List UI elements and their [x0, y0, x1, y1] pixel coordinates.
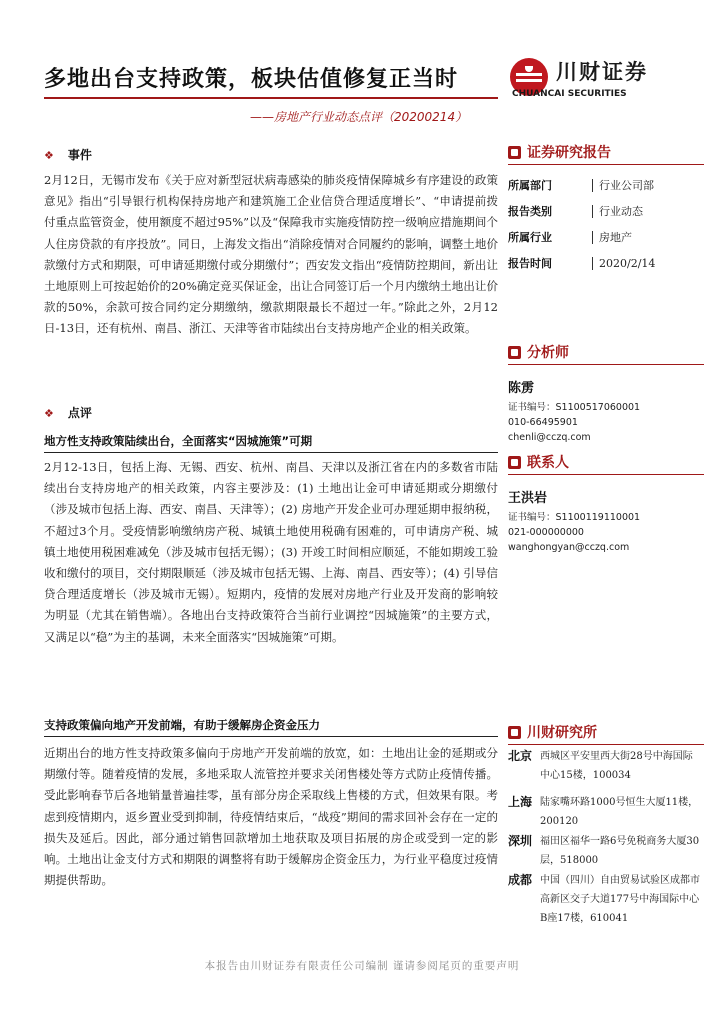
square-bullet-icon [508, 346, 521, 359]
company-logo [510, 58, 700, 104]
event-paragraph: 2月12日，无锡市发布《关于应对新型冠状病毒感染的肺炎疫情保障城乡有序建设的政策意见》指出“引导银行机构保持房地产和建筑施工企业信贷合理适度增长”、“申请提前拨付重点监管资金，使用额度不超过95%”以及“保障我市实施疫情防控一级响应措施期间个人住房贷款的有序投放”。同日，上海发文指出“消除疫情对合同履约的影响，调整土地价款缴付方式和期限，可申请延期缴付或分期缴付”；西安发文指出“疫情防控期间，新出让土地原则上可按起始价的20%确定竞买保证金，出让合同签订后一个月内缴纳土地出让价款的50%，余款可按合同约定分期缴纳，缴款期限最长不超过一年。”除此之外，2月12日-13日，还有杭州、南昌、浙江、天津等省市陆续出台支持房地产企业的相关政策。 [44, 173, 498, 336]
square-bullet-icon [508, 146, 521, 159]
contact-cert: 证书编号：S1100119110001 [508, 512, 641, 523]
comment-heading: ❖ 点评 [44, 406, 92, 420]
office-city: 上海 [508, 795, 533, 809]
office-address: 陆家嘴环路1000号恒生大厦11楼，200120 [540, 797, 699, 827]
analyst-block [508, 342, 704, 445]
institute-heading: 川财研究所 [508, 722, 704, 745]
contact-name: 王洪岩 [508, 491, 548, 506]
analyst-email[interactable]: chenli@cczq.com [508, 432, 591, 443]
institute-block [508, 722, 704, 957]
report-heading: 证券研究报告 [508, 142, 704, 165]
report-info [508, 142, 704, 277]
analyst-heading: 分析师 [508, 342, 704, 365]
analyst-cert: 证书编号：S1100517060001 [508, 402, 641, 413]
office-city: 成都 [508, 873, 533, 887]
subsection-1 [44, 430, 498, 648]
meta-row: 所属部门 行业公司部 [508, 179, 654, 192]
office-address: 中国（四川）自由贸易试验区成都市高新区交子大道177号中海国际中心B座17楼，610041 [540, 875, 700, 924]
meta-row: 报告类别 行业动态 [508, 205, 643, 218]
contact-email[interactable]: wanghongyan@cczq.com [508, 542, 630, 553]
contact-block [508, 452, 704, 555]
meta-row: 所属行业 房地产 [508, 231, 632, 244]
analyst-phone: 010-66495901 [508, 417, 578, 428]
logo-name-en: CHUANCAI SECURITIES [512, 89, 627, 99]
diamond-bullet-icon: ❖ [44, 407, 54, 420]
subsection-1-paragraph: 2月12-13日，包括上海、无锡、西安、杭州、南昌、天津以及浙江省在内的多数省市陆续出台支持房地产的相关政策，内容主要涉及：(1) 土地出让金可申请延期或分期缴付（涉及城市包括上海、西安、南昌、天津等）；(2) 房地产开发企业可办理延期申报纳税，不超过3个月。受疫情影响缴纳房产税、城镇土地使用税确有困难的，可申请房产税、城镇土地使用税困难减免（涉及城市包括无锡）；(3) 开竣工时间相应顺延，不能如期竣工验收和缴付的项目，交付期限顺延（涉及城市包括无锡、上海、南昌、西安等）；(4) 引导信贷合理适度增长（涉及城市无锡）。短期内，疫情的发展对房地产行业及开发商的影响较为明显（尤其在销售端）。各地出台支持政策符合当前行业调控“因城施策”的主要方式，又满足以“稳”为主的基调，未来全面落实“因城施策”可期。 [44, 460, 498, 644]
event-section [44, 146, 498, 340]
office-city: 北京 [508, 749, 533, 763]
office-address: 西城区平安里西大街28号中海国际中心15楼，100034 [540, 751, 693, 781]
subsection-2 [44, 714, 498, 891]
office-list [508, 747, 704, 957]
square-bullet-icon [508, 726, 521, 739]
page-subtitle: ——房地产行业动态点评（20200214） [250, 110, 468, 124]
event-heading: ❖ 事件 [44, 148, 92, 162]
footer-disclaimer: 本报告由川财证券有限责任公司编制 谨请参阅尾页的重要声明 [204, 960, 520, 972]
subsection-2-paragraph: 近期出台的地方性支持政策多偏向于房地产开发前端的放宽，如：土地出让金的延期或分期缴付等。随着疫情的发展，多地采取人流管控并要求关闭售楼处等方式防止疫情传播。受此影响春节后各地销量普遍挂零，虽有部分房企采取线上售楼的方式，但效果有限。考虑到疫情期内，返乡置业受到抑制，待疫情结束后，“战疫”期间的需求回补会存在一定的损失及延后。因此，部分通过销售回款增加土地获取及项目拓展的房企或受到一定的影响。土地出让金支付方式和期限的调整将有助于缓解房企资金压力，为行业平稳度过疫情期提供帮助。 [44, 746, 498, 888]
meta-row: 报告时间 2020/2/14 [508, 257, 656, 270]
report-meta-list [508, 173, 704, 277]
subsection-2-heading: 支持政策偏向地产开发前端，有助于缓解房企资金压力 [44, 714, 498, 737]
subsection-1-heading: 地方性支持政策陆续出台，全面落实“因城施策”可期 [44, 430, 498, 453]
office-address: 福田区福华一路6号免税商务大厦30层，518000 [540, 836, 700, 866]
analyst-name: 陈雳 [508, 381, 535, 396]
logo-name-cn: 川财证券 [556, 60, 648, 84]
square-bullet-icon [508, 456, 521, 469]
title-divider [44, 97, 498, 99]
contact-heading: 联系人 [508, 452, 704, 475]
diamond-bullet-icon: ❖ [44, 149, 54, 162]
office-city: 深圳 [508, 834, 533, 848]
contact-phone: 021-000000000 [508, 527, 584, 538]
comment-section [44, 404, 498, 422]
page-title: 多地出台支持政策，板块估值修复正当时 [44, 67, 459, 92]
